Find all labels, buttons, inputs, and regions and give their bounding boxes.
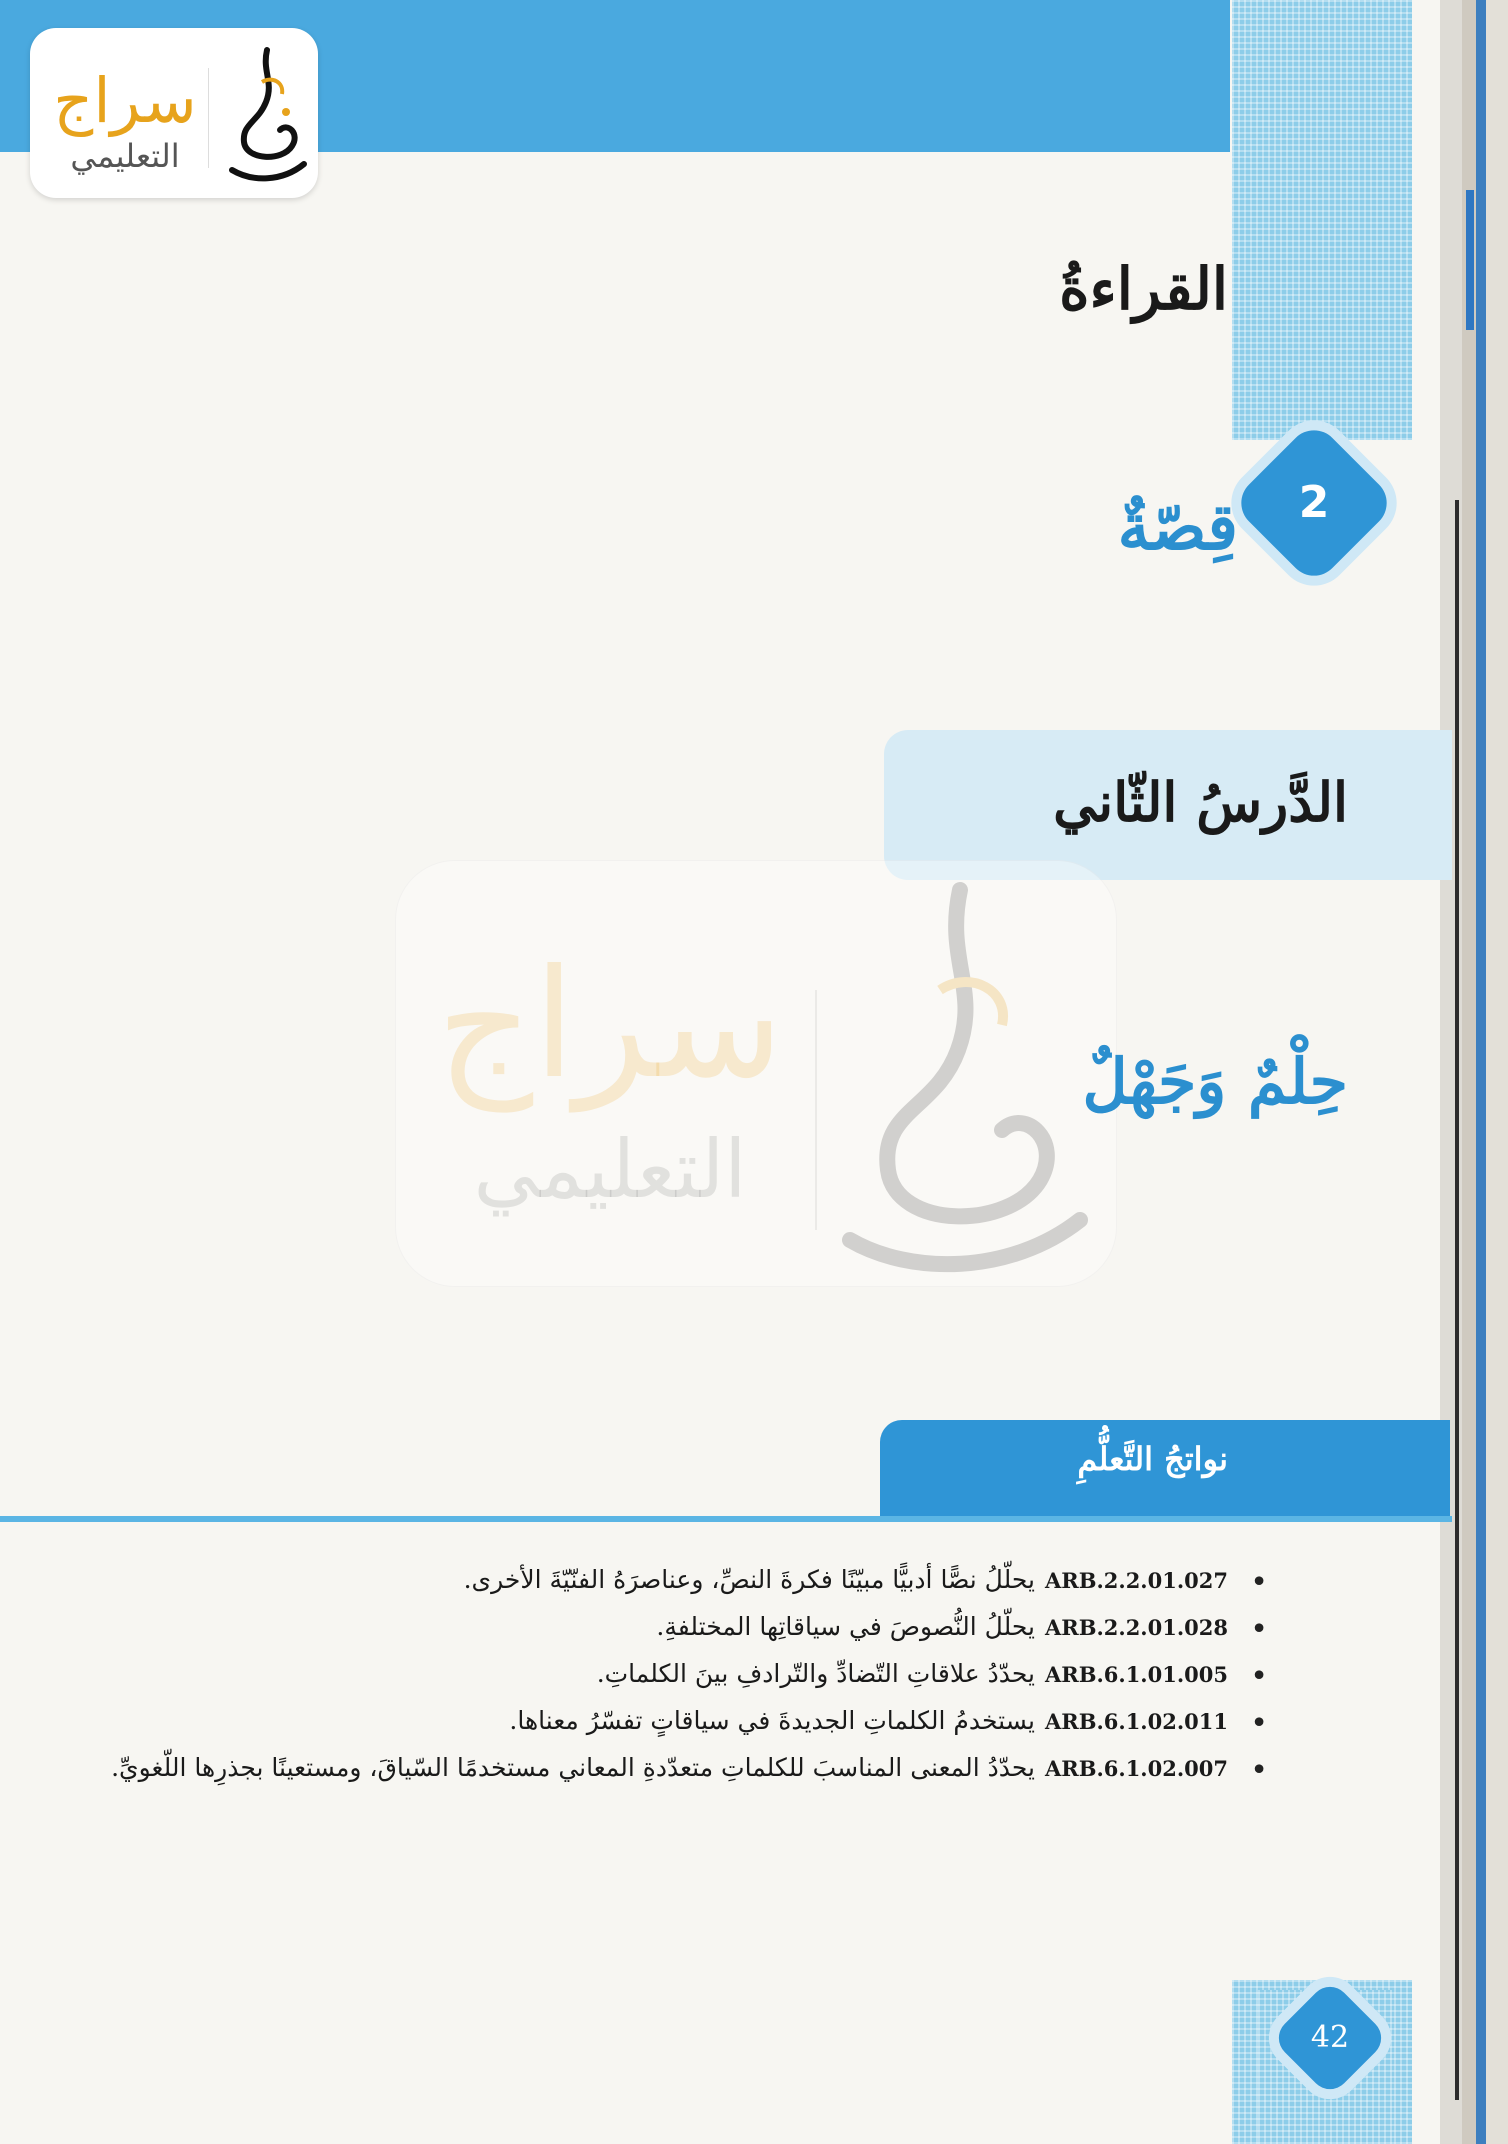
strip-gap: [1232, 440, 1412, 1980]
logo-divider: [208, 68, 209, 168]
outcome-text: يستخدمُ الكلماتِ الجديدةَ في سياقاتٍ تفسّرُ معناها.: [509, 1706, 1035, 1735]
watermark-divider: [815, 990, 817, 1230]
outcome-item: [78, 1706, 1228, 1753]
outcome-code: ARB.2.2.01.028: [1044, 1615, 1228, 1640]
page-edge: [1486, 0, 1508, 2144]
outcome-text: يحدّدُ المعنى المناسبَ للكلماتِ متعدّدةِ المعاني مستخدمًا السّياقَ، ومستعينًا بجذرِها اللّغويِّ.: [111, 1753, 1035, 1782]
watermark-subtitle: التعليمي: [473, 1123, 747, 1216]
outcome-text: يحدّدُ علاقاتِ التّضادِّ والتّرادفِ بينَ الكلماتِ.: [596, 1659, 1035, 1688]
page-edge-tab: [1466, 190, 1474, 330]
outcome-code: ARB.6.1.02.007: [1044, 1756, 1228, 1781]
outcome-code: ARB.2.2.01.027: [1044, 1568, 1228, 1593]
logo-name: سراج: [53, 64, 197, 137]
siraj-logo: [30, 28, 318, 198]
story-title: حِلْمٌ وَجَهْلٌ: [1082, 1045, 1348, 1118]
page-number: 42: [1310, 2020, 1350, 2055]
outcomes-title: نواتجُ التَّعلُّمِ: [1077, 1440, 1228, 1478]
page-edge-blue: [1476, 0, 1486, 2144]
outcome-item: [78, 1612, 1228, 1659]
lesson-title: الدَّرسُ الثّاني: [1053, 770, 1348, 834]
calligraphy-mark-icon: [222, 42, 312, 192]
outcome-item: [78, 1565, 1228, 1612]
unit-number: 2: [1298, 477, 1330, 528]
outcome-item: [78, 1659, 1228, 1706]
outcome-item: [78, 1753, 1228, 1800]
logo-subtitle: التعليمي: [70, 137, 180, 175]
outcome-text: يحلّلُ النُّصوصَ في سياقاتِها المختلفةِ.: [656, 1612, 1035, 1641]
unit-title: قِصّةٌ: [1117, 490, 1238, 565]
watermark-name: سراج: [436, 938, 784, 1112]
outcome-code: ARB.6.1.01.005: [1044, 1662, 1228, 1687]
page-edge-line: [1455, 500, 1459, 2100]
outcome-text: يحلّلُ نصًّا أدبيًّا مبيّنًا فكرةَ النصِّ، وعناصرَهُ الفنّيّةَ الأخرى.: [463, 1565, 1035, 1594]
outcomes-rule: [0, 1516, 1452, 1522]
outcomes-list: [78, 1565, 1228, 1800]
outcome-code: ARB.6.1.02.011: [1044, 1709, 1228, 1734]
watermark-calligraphy-icon: [830, 880, 1100, 1280]
section-title: القراءةُ: [1059, 255, 1228, 323]
